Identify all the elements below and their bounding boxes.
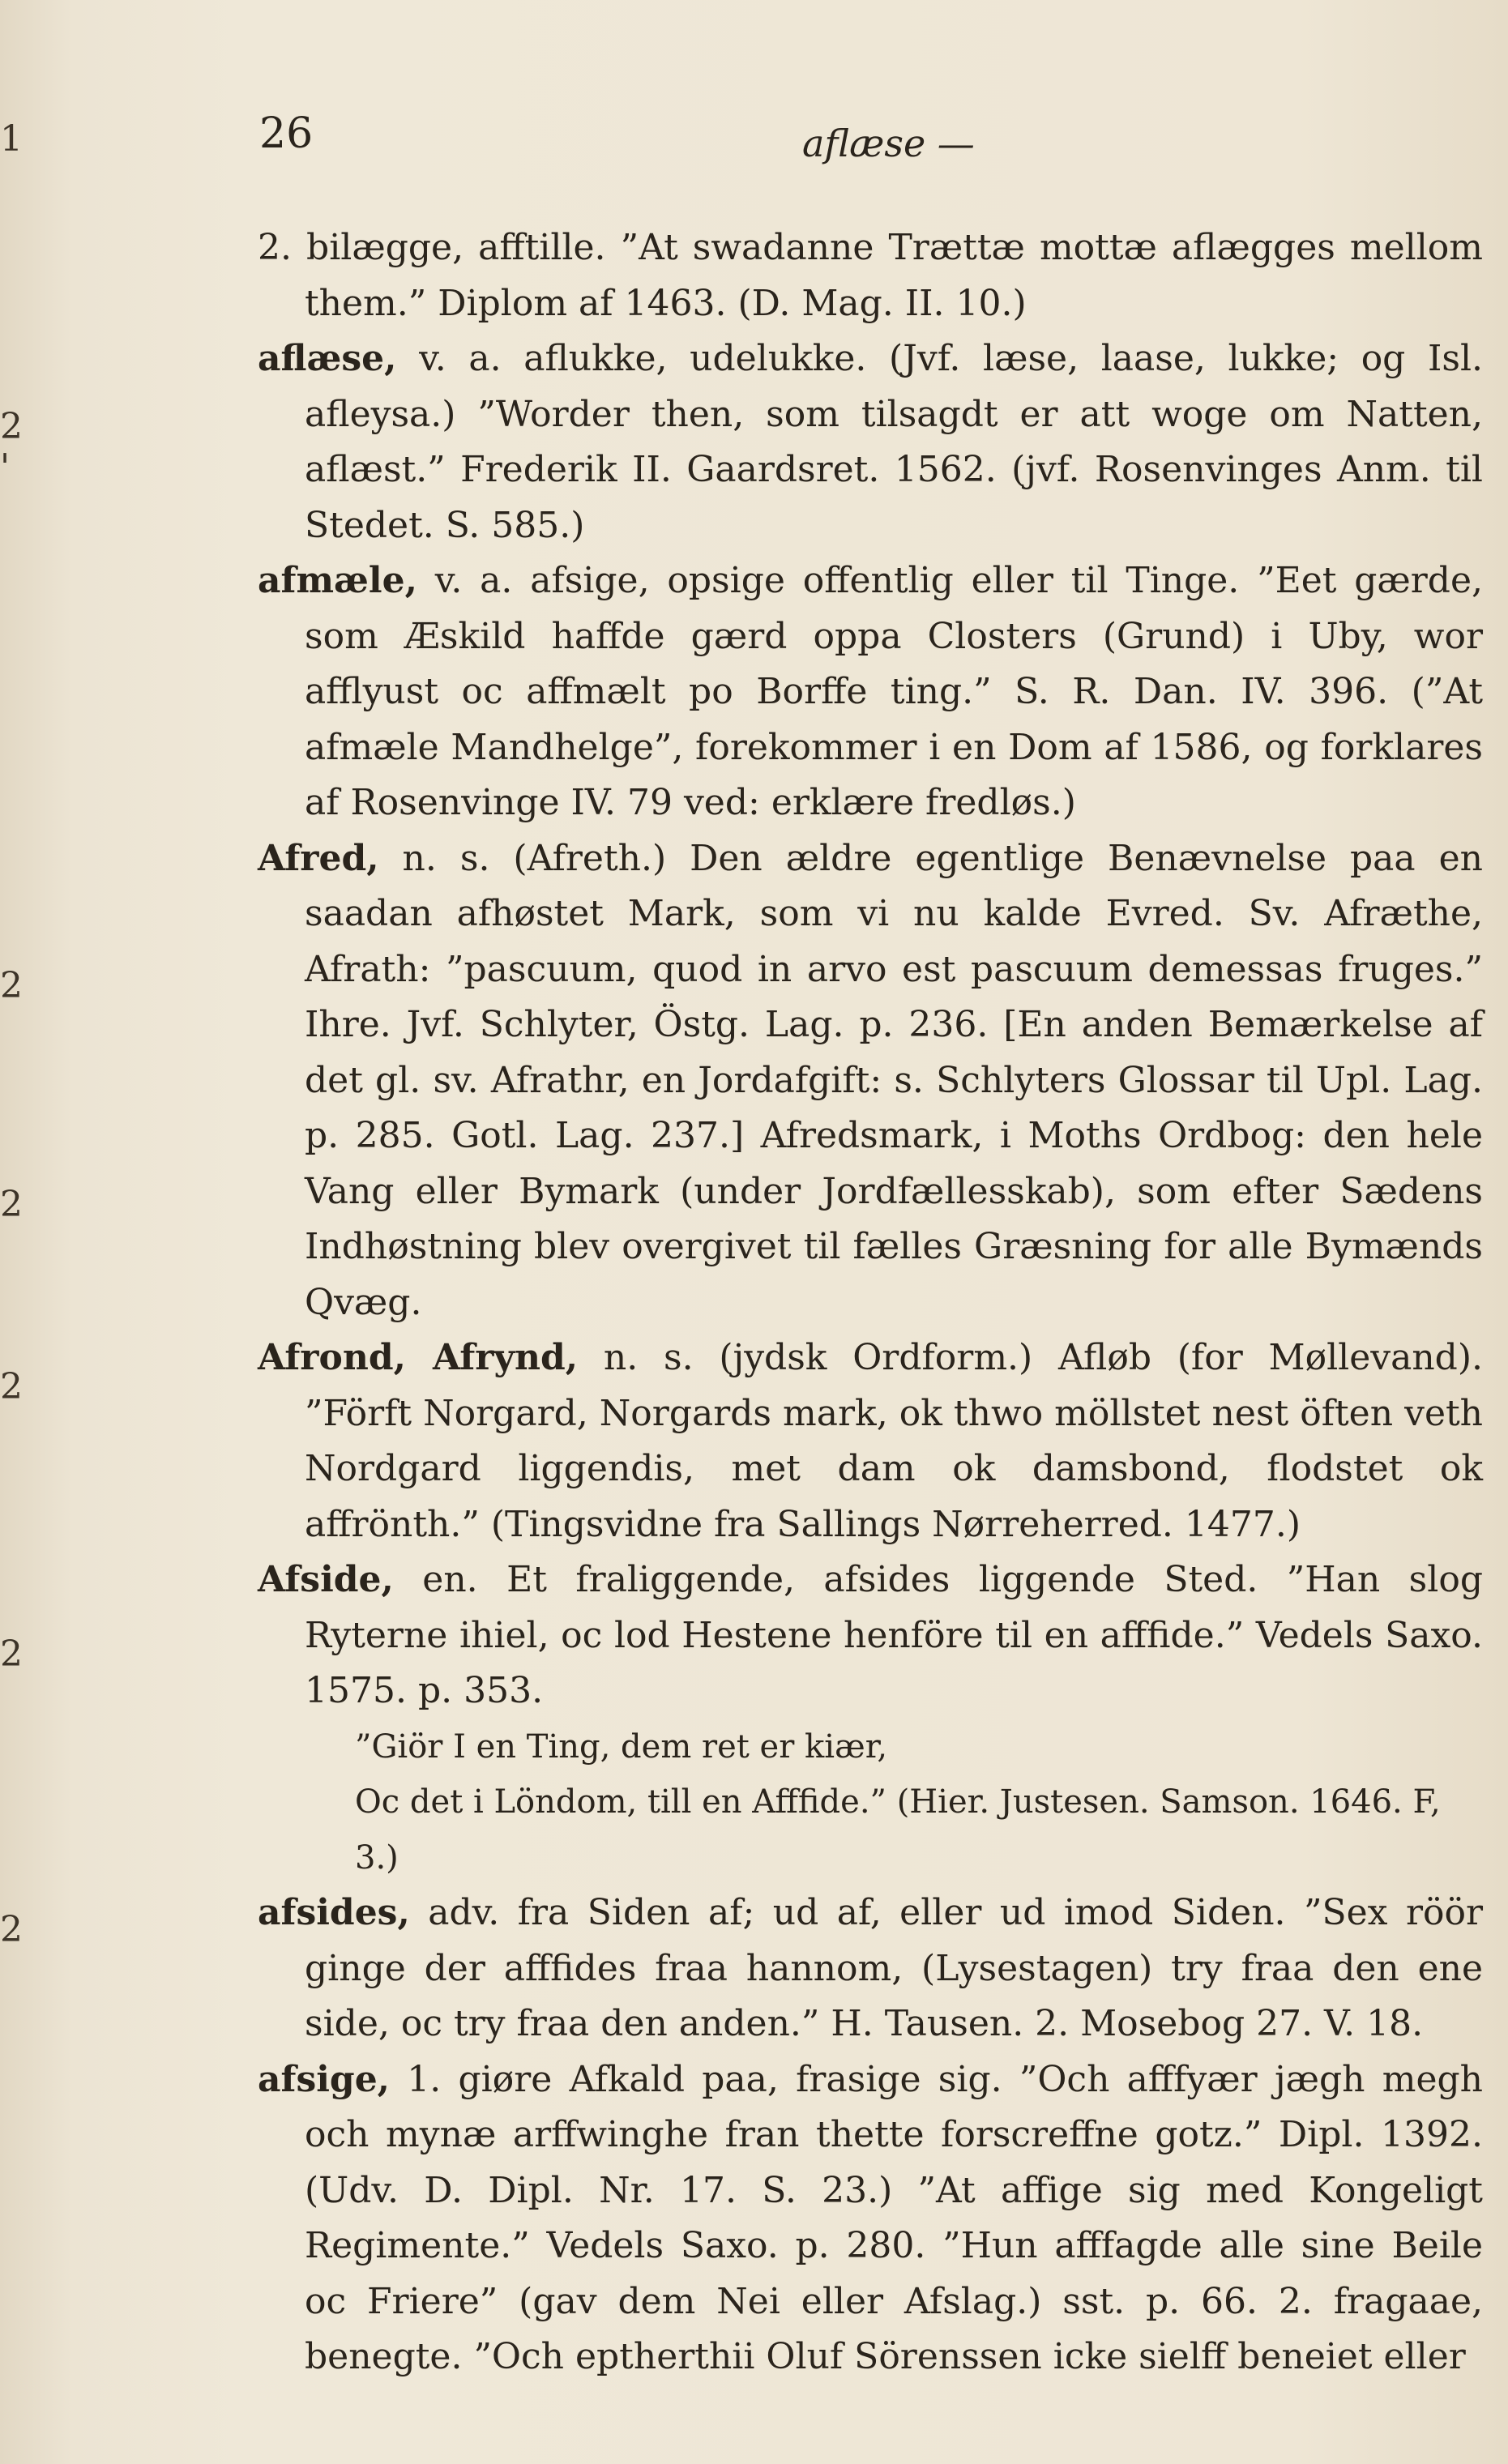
running-head: aflæse — bbox=[802, 122, 975, 165]
gutter-mark: 2 bbox=[0, 1184, 23, 1225]
page-number: 26 bbox=[259, 109, 314, 158]
verse-quote-line bbox=[258, 1774, 1483, 1885]
dictionary-entry bbox=[258, 331, 1483, 553]
entry-text: v. a. aflukke, udelukke. (Jvf. læse, laase, lukke; og Isl. afleysa.) ”Worder then, som tilsagdt er att woge om Natten, aflæst.” Frederik II. Gaardsret. 1562. (jvf. Rosenvinges Anm. til Stedet. S. 585.) bbox=[305, 338, 1483, 546]
dictionary-entry bbox=[258, 2052, 1483, 2385]
page-gutter bbox=[0, 0, 122, 2464]
quote-text: Oc det i Löndom, till en Afffide.” (Hier. Justesen. Samson. 1646. F, 3.) bbox=[355, 1783, 1441, 1877]
dictionary-entry bbox=[258, 553, 1483, 831]
entry-headword: aflæse, bbox=[258, 338, 397, 379]
entry-headword: Afside, bbox=[258, 1559, 394, 1600]
entry-headword: afsides, bbox=[258, 1892, 410, 1933]
dictionary-entry bbox=[258, 1330, 1483, 1552]
entry-headword: afmæle, bbox=[258, 560, 417, 601]
gutter-mark: 2 bbox=[0, 406, 23, 447]
entry-headword: Afrond, Afrynd, bbox=[258, 1337, 579, 1378]
entry-text: en. Et fraliggende, afsides liggende Sted. ”Han slog Ryterne ihiel, oc lod Hestene henföre til en afffide.” Vedels Saxo. 1575. p. 353. bbox=[305, 1559, 1483, 1711]
entry-headword: Afred, bbox=[258, 837, 379, 879]
dictionary-text bbox=[258, 220, 1483, 2385]
gutter-mark: 1 bbox=[0, 118, 23, 160]
entry-text: n. s. (Afreth.) Den ældre egentlige Benævnelse paa en saadan afhøstet Mark, som vi nu kalde Evred. Sv. Afræthe, Afrath: ”pascuum, quod in arvo est pascuum demessas fruges.” Ihre. Jvf. Schlyter, Östg. Lag. p. 236. [En anden Bemærkelse af det gl. sv. Afrathr, en Jordafgift: s. Schlyters Glossar til Upl. Lag. p. 285. Gotl. Lag. 237.] Afredsmark, i Moths Ordbog: den hele Vang eller Bymark (under Jordfællesskab), som efter Sædens Indhøstning blev overgivet til fælles Græsning for alle Bymænds Qvæg. bbox=[305, 837, 1483, 1323]
quote-text: ”Giör I en Ting, dem ret er kiær, bbox=[355, 1727, 888, 1766]
entry-text: adv. fra Siden af; ud af, eller ud imod Siden. ”Sex röör ginge der afffides fraa hannom, (Lysestagen) try fraa den ene side, oc try fraa den anden.” H. Tausen. 2. Mosebog 27. V. 18. bbox=[305, 1892, 1483, 2044]
verse-quote-line bbox=[258, 1719, 1483, 1775]
dictionary-entry bbox=[258, 1552, 1483, 1719]
dictionary-entry bbox=[258, 831, 1483, 1331]
entry-text: v. a. afsige, opsige offentlig eller til Tinge. ”Eet gærde, som Æskild haffde gærd oppa Closters (Grund) i Uby, wor afflyust oc affmælt po Borffe ting.” S. R. Dan. IV. 396. (”At afmæle Mandhelge”, forekommer i en Dom af 1586, og forklares af Rosenvinge IV. 79 ved: erklære fredløs.) bbox=[305, 560, 1483, 823]
gutter-mark: 2 bbox=[0, 1366, 23, 1407]
gutter-mark: 2 bbox=[0, 1909, 23, 1950]
entry-headword: afsige, bbox=[258, 2058, 391, 2100]
page-header bbox=[259, 105, 1475, 165]
entry-text: 2. bilægge, afftille. ”At swadanne Trættæ mottæ aflægges mellom them.” Diplom af 1463. (D. Mag. II. 10.) bbox=[258, 227, 1483, 324]
entry-text: 1. giøre Afkald paa, frasige sig. ”Och afffyær jægh megh och mynæ arffwinghe fran thette forscreffne gotz.” Dipl. 1392. (Udv. D. Dipl. Nr. 17. S. 23.) ”At affige sig med Kongeligt Regimente.” Vedels Saxo. p. 280. ”Hun afffagde alle sine Beile oc Friere” (gav dem Nei eller Afslag.) sst. p. 66. 2. fragaae, benegte. ”Och eptherthii Oluf Sörenssen icke sielff beneiet eller bbox=[305, 2058, 1483, 2377]
dictionary-entry bbox=[258, 1885, 1483, 2052]
entry-text: n. s. (jydsk Ordform.) Afløb (for Møllevand). ”Förft Norgard, Norgards mark, ok thwo möllstet nest öften veth Nordgard liggendis, met dam ok damsbond, flodstet ok affrönth.” (Tingsvidne fra Sallings Nørreherred. 1477.) bbox=[305, 1337, 1483, 1545]
gutter-mark: 2 bbox=[0, 965, 23, 1006]
dictionary-entry bbox=[258, 220, 1483, 331]
gutter-mark: 2 bbox=[0, 1633, 23, 1675]
gutter-mark: ' bbox=[0, 446, 11, 488]
